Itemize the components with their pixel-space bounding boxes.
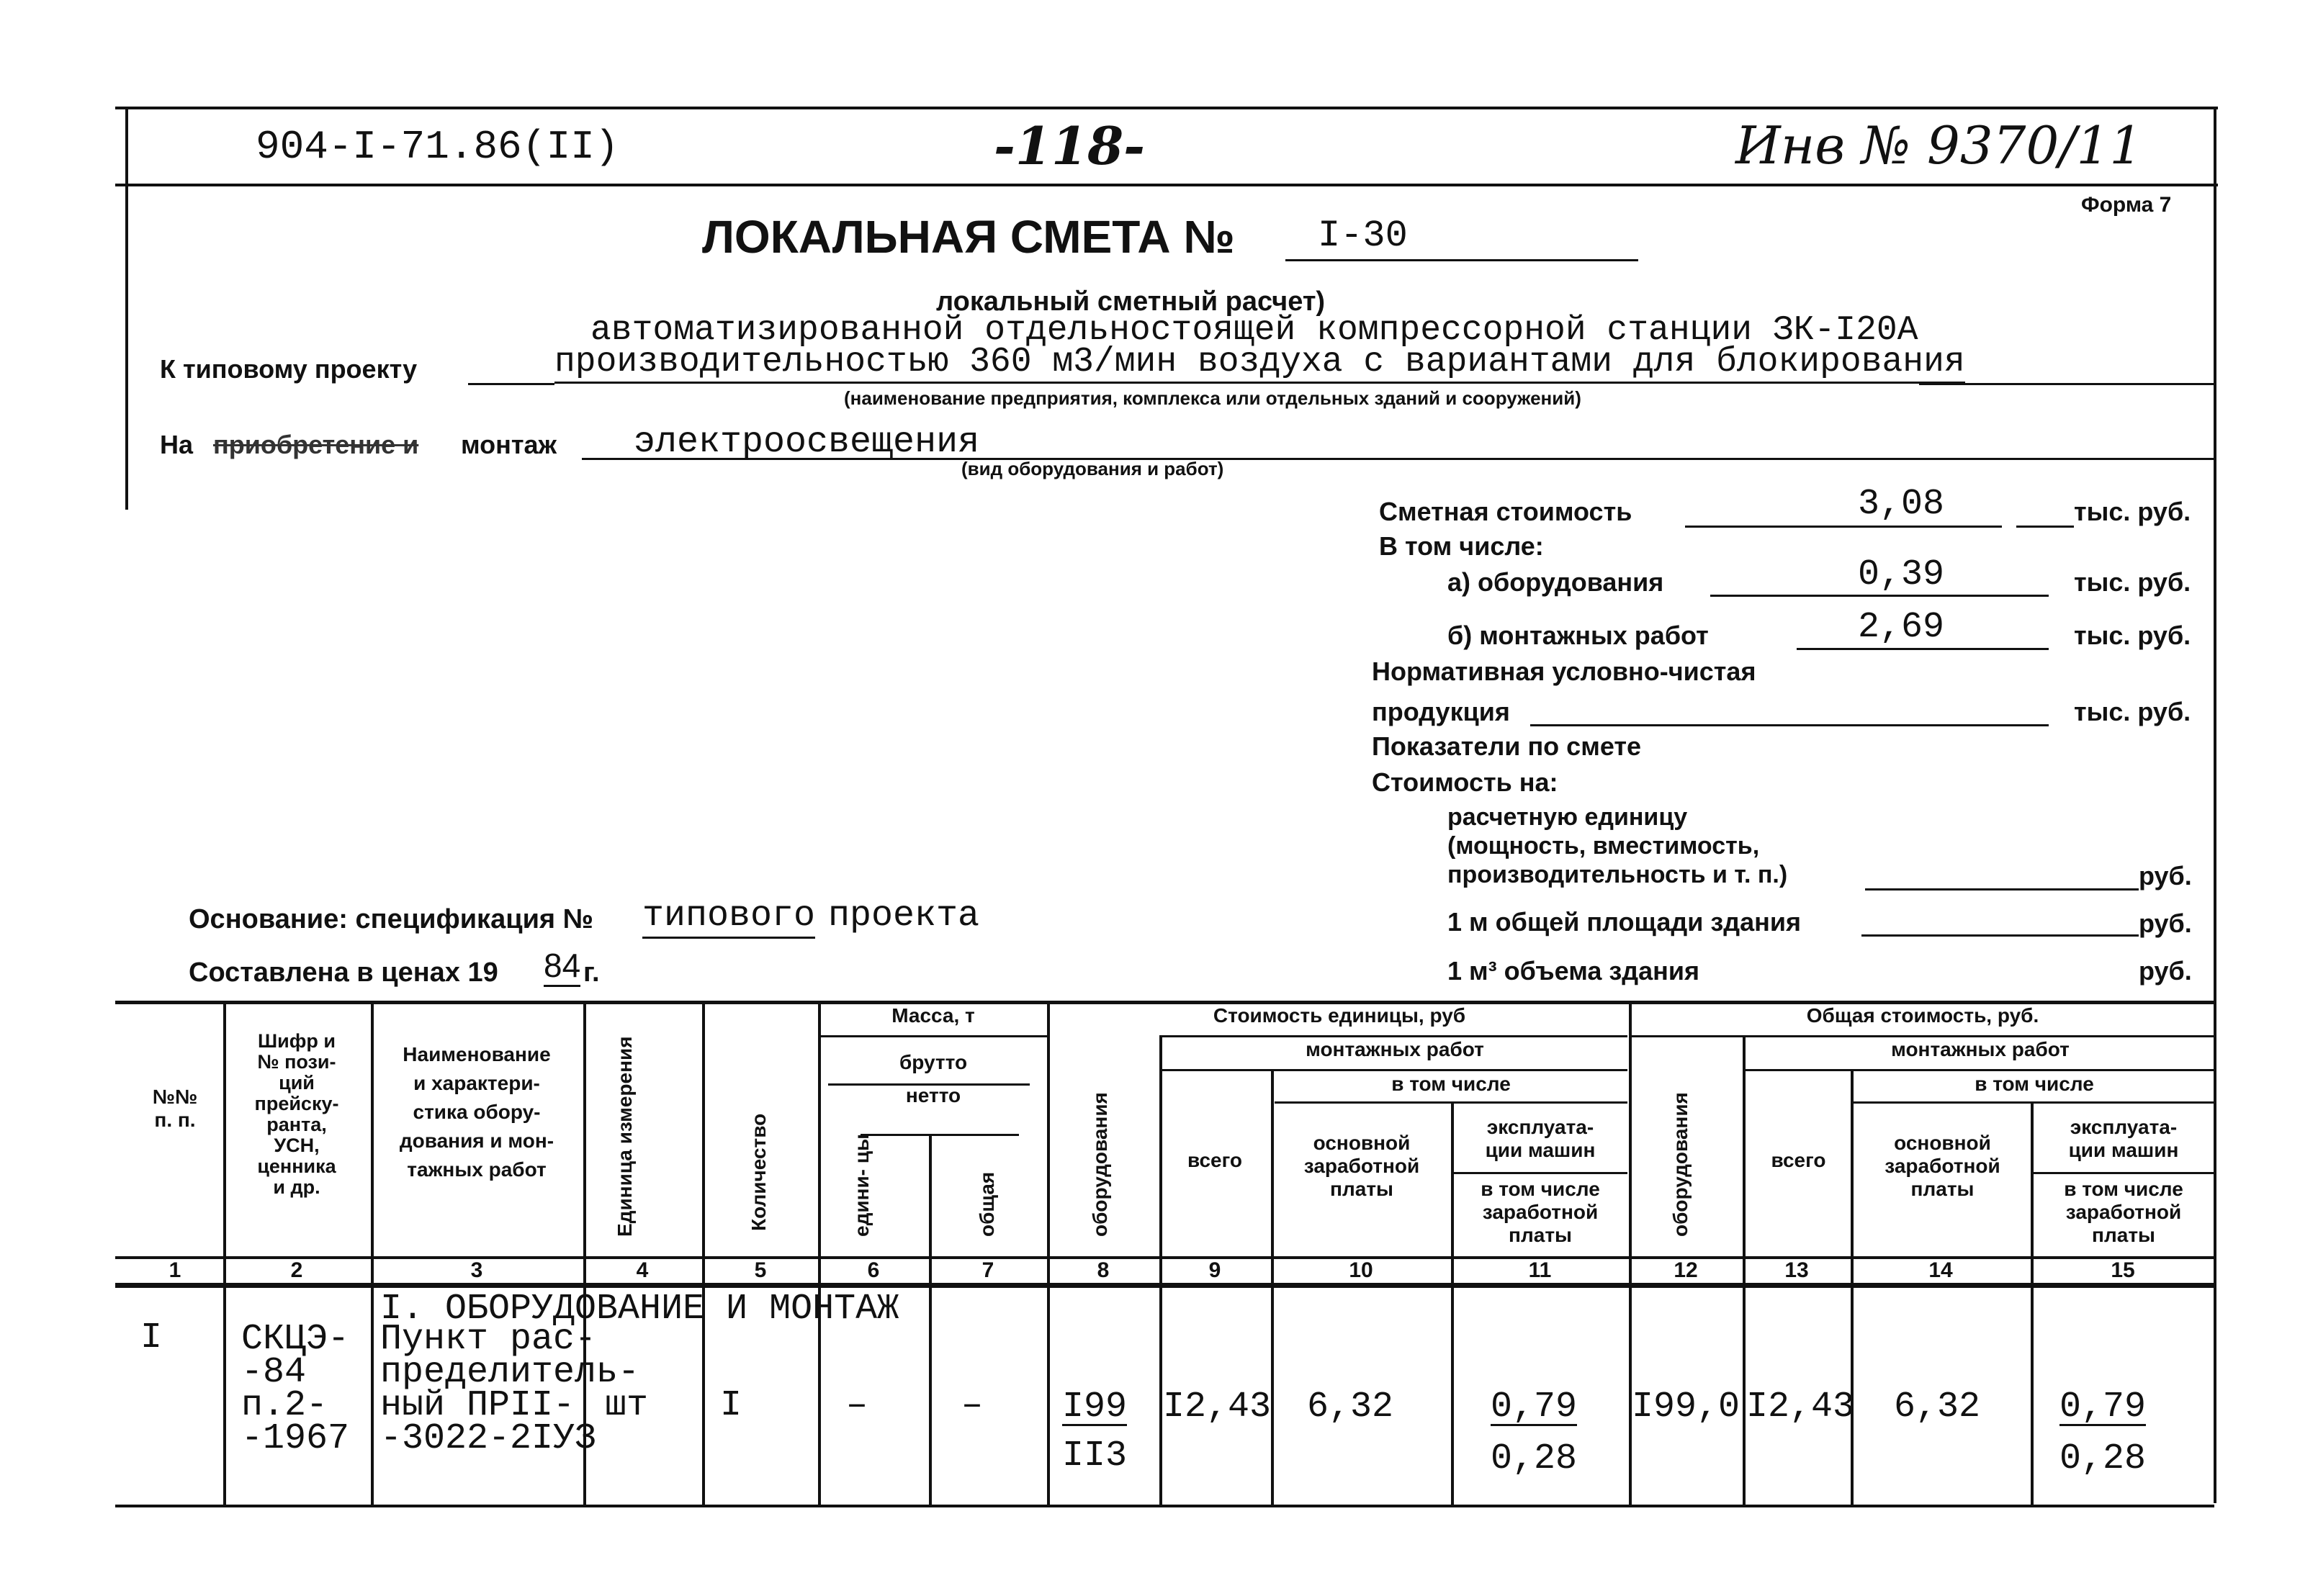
total-cost-label: Сметная стоимость: [1379, 497, 1632, 526]
col-header-name: Наименование и характери- стика обору- дования и мон- тажных работ: [399, 1043, 554, 1181]
col-number: 9: [1208, 1258, 1221, 1282]
page-number: -118-: [994, 115, 1146, 176]
install-cost-value: 2,69: [1858, 607, 1945, 648]
normative-unit: тыс. руб.: [2074, 697, 2191, 726]
col-header-mass-total: общая: [976, 1171, 998, 1237]
area-label: 1 м общей площади здания: [1447, 907, 1802, 937]
work-label: монтаж: [461, 430, 557, 459]
row-name: Пункт рас- пределитель- ный ПРII- -3022-2IУЗ: [380, 1319, 640, 1459]
col-header-unit: Единица измерения: [614, 1036, 636, 1237]
col-header-mass: Масса, т: [891, 1004, 975, 1027]
basis-label: Основание: спецификация №: [189, 904, 594, 934]
inventory-number: Инв № 9370/11: [1735, 115, 2143, 176]
work-type: электроосвещения: [634, 422, 980, 463]
col-number: 1: [169, 1258, 181, 1282]
row-equip: I99: [1062, 1387, 1128, 1428]
including-label: В том числе:: [1379, 531, 1544, 561]
row-wage: 6,32: [1307, 1387, 1394, 1428]
volume-number: (II): [522, 124, 619, 170]
row-total-wage: 6,32: [1894, 1387, 1981, 1428]
equipment-cost-value: 0,39: [1858, 554, 1945, 595]
project-name-line1: автоматизированной отдельностоящей компрессорной станции ЗК-I20А: [590, 311, 1918, 350]
basis-value: типового: [642, 896, 815, 939]
normative-label: Нормативная условно-чистая: [1372, 657, 1756, 686]
equipment-cost-label: а) оборудования: [1447, 567, 1664, 597]
col-number: 2: [290, 1258, 303, 1282]
project-prefix: К типовому проекту: [160, 354, 418, 384]
project-caption: (наименование предприятия, комплекса или отдельных зданий и сооружений): [844, 387, 1581, 409]
doc-code: 904-I-71.86: [256, 124, 522, 170]
row-equip-sub: II3: [1062, 1435, 1128, 1476]
install-cost-label: б) монтажных работ: [1447, 621, 1709, 650]
work-caption: (вид оборудования и работ): [961, 458, 1224, 479]
row-total-install: I2,43: [1746, 1387, 1855, 1428]
row-machines-wage: 0,28: [1491, 1438, 1578, 1479]
row-num: I: [140, 1317, 163, 1358]
col-number: 15: [2111, 1258, 2135, 1282]
col-header-code: Шифр и № пози- ций прейску- ранта, УСН, ценника и др.: [254, 1030, 339, 1198]
row-total-machines-wage: 0,28: [2059, 1438, 2147, 1479]
section-title: I. ОБОРУДОВАНИЕ И МОНТАЖ: [380, 1289, 899, 1330]
estimate-number: I-30: [1318, 215, 1408, 257]
row-total-machines: 0,79: [2059, 1387, 2147, 1428]
document-subtitle: локальный сметный расчет): [936, 287, 1326, 317]
col-header-total-wage: основной заработной платы: [1885, 1132, 2000, 1200]
unit-label-3: производительность и т. п.): [1447, 861, 1788, 888]
col-header-equip: оборудования: [1089, 1092, 1111, 1237]
col-number: 7: [981, 1258, 994, 1282]
unit-label-1: расчетную единицу: [1447, 803, 1688, 831]
equipment-cost-unit: тыс. руб.: [2074, 567, 2191, 597]
col-header-mass-unit: едини- цы: [850, 1134, 873, 1237]
prices-year: 84: [544, 946, 580, 987]
col-number: 13: [1784, 1258, 1809, 1282]
col-header-qty: Количество: [747, 1113, 770, 1231]
col-header-machines-wage: в том числе заработной платы: [1481, 1178, 1600, 1246]
prices-label: Составлена в ценах 19: [189, 957, 498, 988]
volume-label: 1 м³ объема здания: [1447, 956, 1700, 986]
indicators-label: Показатели по смете: [1372, 731, 1642, 761]
install-cost-unit: тыс. руб.: [2074, 621, 2191, 650]
col-number: 6: [867, 1258, 880, 1282]
col-number: 5: [754, 1258, 767, 1282]
col-number: 14: [1928, 1258, 1953, 1282]
col-number: 3: [470, 1258, 483, 1282]
col-header-total-sum: всего: [1771, 1149, 1826, 1171]
col-header-num: №№ п. п.: [152, 1086, 198, 1131]
row-total-equip: I99,0: [1632, 1387, 1740, 1428]
volume-rub: руб.: [2139, 956, 2192, 986]
cost-on-label: Стоимость на:: [1372, 767, 1558, 797]
col-header-total-machines: эксплуата- ции машин: [2068, 1116, 2179, 1161]
total-cost-unit: тыс. руб.: [2074, 497, 2191, 526]
col-number: 11: [1528, 1258, 1552, 1282]
project-name-line2: производительностью 360 м3/мин воздуха с вариантами для блокирования: [554, 343, 1965, 384]
row-code: СКЦЭ- -84 п.2- -1967: [241, 1319, 350, 1459]
col-number: 8: [1097, 1258, 1110, 1282]
row-mass-unit: –: [846, 1385, 868, 1426]
col-number: 4: [636, 1258, 649, 1282]
col-header-unit-cost: Стоимость единицы, руб: [1213, 1004, 1466, 1027]
row-machines: 0,79: [1491, 1387, 1578, 1428]
col-header-install: монтажных работ: [1306, 1038, 1484, 1060]
work-struck-text: приобретение и: [213, 430, 419, 459]
col-header-including: в том числе: [1391, 1073, 1511, 1095]
col-header-total: всего: [1187, 1149, 1243, 1171]
area-rub: руб.: [2139, 909, 2192, 938]
normative-label-2: продукция: [1372, 697, 1510, 726]
col-header-wage: основной заработной платы: [1303, 1132, 1420, 1200]
col-header-total-equip: оборудования: [1669, 1092, 1692, 1237]
document-title: ЛОКАЛЬНАЯ СМЕТА №: [702, 211, 1235, 263]
unit-rub: руб.: [2139, 861, 2192, 891]
col-header-netto: нетто: [905, 1084, 961, 1106]
col-number: 10: [1349, 1258, 1373, 1282]
col-header-machines: эксплуата- ции машин: [1485, 1116, 1596, 1161]
form-label: Форма 7: [2081, 193, 2172, 217]
row-qty: I: [720, 1385, 742, 1426]
col-header-total-install: монтажных работ: [1891, 1038, 2070, 1060]
prices-suffix: г.: [583, 957, 600, 988]
work-prefix: На: [160, 430, 194, 459]
unit-label-2: (мощность, вместимость,: [1447, 832, 1760, 860]
col-header-total-machines-wage: в том числе заработной платы: [2064, 1178, 2183, 1246]
col-header-total-cost: Общая стоимость, руб.: [1806, 1004, 2039, 1027]
row-install-total: I2,43: [1163, 1387, 1272, 1428]
row-unit: шт: [605, 1385, 649, 1426]
col-header-brutto: брутто: [899, 1051, 968, 1073]
col-number: 12: [1674, 1258, 1698, 1282]
col-header-total-including: в том числе: [1975, 1073, 2094, 1095]
total-cost-value: 3,08: [1858, 484, 1945, 525]
row-mass-total: –: [961, 1385, 984, 1426]
basis-suffix: проекта: [828, 896, 980, 937]
